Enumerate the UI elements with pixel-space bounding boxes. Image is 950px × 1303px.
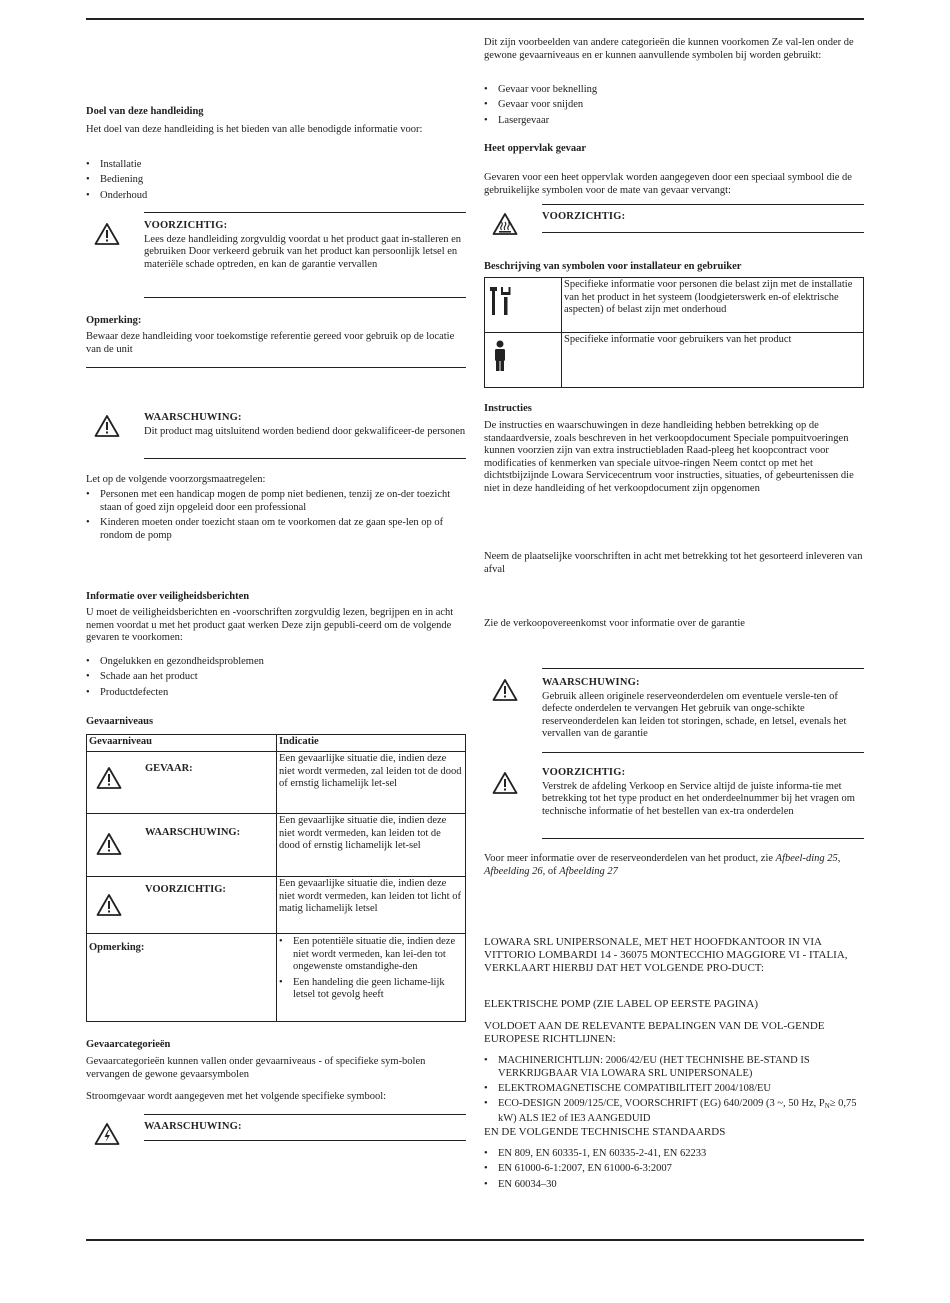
bottom-rule bbox=[86, 1239, 864, 1241]
notice-rule bbox=[144, 212, 466, 213]
warning-triangle-icon bbox=[492, 771, 518, 795]
symbol-description: Specifieke informatie voor gebruikers van het product bbox=[562, 333, 864, 388]
list-item: • Onderhoud bbox=[86, 190, 466, 203]
tools-icon bbox=[489, 283, 515, 319]
list-item: • Personen met een handicap mogen de pomp niet bedienen, tenzij ze on-der toezicht staan of goed zijn opgeleid door een professional bbox=[86, 489, 466, 514]
table-row bbox=[87, 934, 466, 1022]
list-item: • Een handeling die geen lichame-lijk letsel tot gevolg heeft bbox=[279, 977, 463, 1002]
list-item bbox=[484, 1098, 864, 1125]
symbol-cell bbox=[485, 333, 562, 388]
list-item: • Lasergevaar bbox=[484, 115, 864, 128]
notice-rule bbox=[144, 1140, 466, 1141]
instructions-heading: Instructies bbox=[484, 403, 532, 414]
note-heading: Opmerking: bbox=[86, 315, 142, 326]
notice-title: WAARSCHUWING: bbox=[144, 1121, 242, 1132]
notice-rule bbox=[144, 297, 466, 298]
figure-ref-link[interactable]: Afbeel-ding 25 bbox=[775, 853, 838, 864]
purpose-list bbox=[86, 159, 466, 205]
indication-cell bbox=[277, 934, 466, 1022]
notice-title: WAARSCHUWING: bbox=[542, 677, 640, 688]
notice-text: Gebruik alleen originele reserveonderdelen om eventuele versle-ten of defecte onderdelen te vervangen Het gebruik van onge-schikte reserveonderdelen kan leiden tot storingen, schade, en letsel, evenals het vervallen van de garantie bbox=[542, 690, 847, 740]
separator: , of bbox=[542, 865, 560, 877]
declaration-conformity: VOLDOET AAN DE RELEVANTE BEPALINGEN VAN DE VOL-GENDE EUROPESE RICHTLIJNEN: bbox=[484, 1020, 825, 1045]
list-item: • Bediening bbox=[86, 174, 466, 187]
level-label: GEVAAR: bbox=[145, 763, 193, 774]
standards-intro: EN DE VOLGENDE TECHNISCHE STANDAARDS bbox=[484, 1126, 726, 1138]
subscript: N bbox=[824, 1102, 830, 1111]
list-item: • MACHINERICHTLIJN: 2006/42/EU (HET TECHNISHE BE-STAND IS VERKRIJGBAAR VIA LOWARA SRL UNIPERSONALE) bbox=[484, 1055, 864, 1080]
directive-text: ECO-DESIGN 2009/125/CE, VOORSCHRIFT (EG) 640/2009 (3 ~, 50 Hz, P bbox=[498, 1098, 825, 1110]
list-item: • Installatie bbox=[86, 159, 466, 172]
list-item: • EN 61000-6-1:2007, EN 61000-6-3:2007 bbox=[484, 1163, 864, 1176]
symbol-cell bbox=[485, 278, 562, 333]
indication-cell: Een gevaarlijke situatie die, indien deze niet wordt vermeden, kan leiden tot de dood of ernstig lichamelijk let-sel bbox=[277, 814, 466, 877]
level-cell: Opmerking: bbox=[87, 934, 277, 1022]
warning-triangle-icon bbox=[96, 766, 122, 790]
warranty-text: Zie de verkoopovereenkomst voor informatie over de garantie bbox=[484, 618, 745, 629]
warning-notice bbox=[86, 410, 466, 460]
indication-cell: Een gevaarlijke situatie die, indien deze niet wordt vermeden, zal leiden tot de dood of ernstig lichamelijk let-sel bbox=[277, 752, 466, 814]
list-item: • EN 60034–30 bbox=[484, 1179, 864, 1192]
symbols-table bbox=[484, 277, 864, 388]
separator: , bbox=[837, 853, 841, 864]
top-rule bbox=[86, 18, 864, 20]
indication-cell: Een gevaarlijke situatie die, indien deze niet wordt vermeden, kan leiden tot licht of matig lichamelijk letsel bbox=[277, 877, 466, 934]
notice-title: VOORZICHTIG: bbox=[542, 767, 626, 778]
table-header: Gevaarniveau bbox=[87, 735, 277, 752]
notice-body bbox=[144, 1121, 466, 1135]
level-label: VOORZICHTIG: bbox=[145, 884, 226, 895]
warning-triangle-icon bbox=[492, 678, 518, 702]
waste-text: Neem de plaatselijke voorschriften in acht met betrekking tot het gesorteerd inleveren van afval bbox=[484, 551, 863, 575]
warning-triangle-icon bbox=[94, 414, 120, 438]
precautions-list bbox=[86, 489, 466, 545]
safety-heading: Informatie over veiligheidsberichten bbox=[86, 591, 250, 602]
safety-text: U moet de veiligheidsberichten en -voorschriften zorgvuldig lezen, begrijpen en in acht nemen voordat u met het product gaat werken Deze zijn gepubli-ceerd om de volgende gevaren te voorkomen: bbox=[86, 607, 454, 644]
section-rule bbox=[86, 367, 466, 368]
table-row bbox=[87, 814, 466, 877]
other-categories-list bbox=[484, 84, 864, 130]
list-item: • Schade aan het product bbox=[86, 671, 466, 684]
symbol-description: Specifieke informatie voor personen die belast zijn met de installatie van het product in het systeem (loodgieterswerk en-of elektrische aspecten) of belast zijn met onderhoud bbox=[562, 278, 864, 333]
notice-rule bbox=[542, 668, 864, 669]
list-item: • EN 809, EN 60335-1, EN 60335-2-41, EN 62233 bbox=[484, 1148, 864, 1161]
caution-notice bbox=[86, 212, 466, 300]
note-text: Bewaar deze handleiding voor toekomstige referentie gereed voor gebruik op de locatie van de unit bbox=[86, 331, 455, 355]
directive-text: ≥ 0,75 kW) ALS IE2 of IE3 AANGEDUID bbox=[498, 1098, 857, 1124]
warning-triangle-icon bbox=[96, 832, 122, 856]
figure-ref-link[interactable]: Afbeelding 26 bbox=[484, 865, 543, 877]
notice-rule bbox=[144, 1114, 466, 1115]
notice-body bbox=[144, 220, 466, 271]
spare-parts-caution bbox=[484, 765, 864, 840]
notice-rule bbox=[542, 204, 864, 205]
notice-title: VOORZICHTIG: bbox=[542, 211, 626, 222]
list-item: • Een potentiële situatie die, indien deze niet wordt vermeden, kan lei-den tot ongewenste omstandighe-den bbox=[279, 936, 463, 974]
warning-triangle-icon bbox=[96, 893, 122, 917]
categories-text: Gevaarcategorieën kunnen vallen onder gevaarniveaus - of specifieke sym-bolen vervangen de gewone gevaarsymbolen bbox=[86, 1056, 426, 1080]
level-cell bbox=[87, 752, 277, 814]
level-label: WAARSCHUWING: bbox=[145, 827, 241, 838]
spare-parts-warning bbox=[484, 668, 864, 756]
hot-surface-caution bbox=[484, 204, 864, 236]
symbols-heading: Beschrijving van symbolen voor installateur en gebruiker bbox=[484, 261, 742, 272]
list-item: • Kinderen moeten onder toezicht staan om te voorkomen dat ze gaan spe-len op of rondom de pomp bbox=[86, 517, 466, 542]
declaration-company: LOWARA SRL UNIPERSONALE, MET HET HOOFDKANTOOR IN VIA VITTORIO LOMBARDI 14 - 36075 MONTECCHIO MAGGIORE VI - ITALIA, VERKLAART HIERBIJ DAT HET VOLGENDE PRO-DUCT: bbox=[484, 936, 848, 974]
safety-list bbox=[86, 656, 466, 702]
levels-heading: Gevaarniveaus bbox=[86, 716, 154, 727]
notice-body bbox=[542, 767, 864, 818]
level-cell bbox=[87, 877, 277, 934]
figure-ref-link[interactable]: Afbeelding 27 bbox=[559, 865, 618, 877]
list-item: • ELEKTROMAGNETISCHE COMPATIBILITEIT 2004/108/EU bbox=[484, 1083, 864, 1096]
hot-surface-text: Gevaren voor een heet oppervlak worden aangegeven door een speciaal symbool die de gebruikelijke symbolen voor de mate van gevaar vervangt: bbox=[484, 172, 852, 196]
hazard-levels-table bbox=[86, 734, 466, 1022]
table-row bbox=[87, 877, 466, 934]
table-row bbox=[87, 752, 466, 814]
list-item: • Gevaar voor snijden bbox=[484, 99, 864, 112]
notice-rule bbox=[542, 232, 864, 233]
notice-body bbox=[542, 677, 864, 741]
directives-list bbox=[484, 1055, 864, 1128]
list-item: • Productdefecten bbox=[86, 687, 466, 700]
notice-body bbox=[542, 211, 864, 225]
table-row bbox=[485, 333, 864, 388]
declaration-product: ELEKTRISCHE POMP (ZIE LABEL OP EERSTE PAGINA) bbox=[484, 998, 758, 1010]
notice-text: Dit product mag uitsluitend worden bediend door gekwalificeer-de personen bbox=[144, 425, 466, 437]
notice-rule bbox=[542, 838, 864, 839]
list-item: • Gevaar voor beknelling bbox=[484, 84, 864, 97]
notice-text: Lees deze handleiding zorgvuldig voordat u het product gaat in-stalleren en gebruiken Door verkeerd gebruik van het product kan persoonlijk letsel en materiële schade optreden, en kan de garantie vervallen bbox=[144, 233, 462, 270]
notice-rule bbox=[144, 458, 466, 459]
instructions-text: De instructies en waarschuwingen in deze handleiding hebben betrekking op de standaardversie, zoals beschreven in het verkoopdocument Speciale pompuitvoeringen kunnen voorzien zijn van extra instructiebladen Raad-pleeg het koopcontract voor modificaties of kenmerken van speciale uitvoe-ringen Neem contct op met het dichtstbijzijnde Lowara Servicecentrum voor instructies, situaties, of gebeurtenissen die niet in deze handleiding of het verkoopdocument zijn opgenomen bbox=[484, 420, 854, 494]
hot-surface-heading: Heet oppervlak gevaar bbox=[484, 143, 587, 154]
precautions-intro: Let op de volgende voorzorgsmaatregelen: bbox=[86, 474, 266, 485]
hot-surface-icon bbox=[492, 212, 518, 236]
electric-text: Stroomgevaar wordt aangegeven met het volgende specifieke symbool: bbox=[86, 1091, 387, 1102]
table-header: Indicatie bbox=[277, 735, 466, 752]
purpose-text: Het doel van deze handleiding is het bieden van alle benodigde informatie voor: bbox=[86, 124, 423, 135]
electric-warning-notice bbox=[86, 1114, 466, 1144]
other-categories-text: Dit zijn voorbeelden van andere categorieën die kunnen voorkomen Ze val-len onder de gewone gevaarniveaus en er kunnen aanvullende symbolen bij worden gebruikt: bbox=[484, 37, 854, 61]
standards-list bbox=[484, 1148, 864, 1194]
notice-text: Verstrek de afdeling Verkoop en Service altijd de juiste informa-tie met betrekking tot het type product en het onderdeelnummer bij het vragen om technische informatie of het bestellen van ex-tra onderdelen bbox=[542, 780, 855, 817]
list-item: • Ongelukken en gezondheidsproblemen bbox=[86, 656, 466, 669]
categories-heading: Gevaarcategorieën bbox=[86, 1039, 171, 1050]
user-icon bbox=[490, 339, 510, 373]
level-cell bbox=[87, 814, 277, 877]
notice-rule bbox=[542, 752, 864, 753]
parts-text: Voor meer informatie over de reserveonderdelen van het product, zie bbox=[484, 853, 776, 864]
table-row bbox=[485, 278, 864, 333]
parts-reference-text bbox=[484, 853, 864, 878]
warning-triangle-icon bbox=[94, 222, 120, 246]
electric-hazard-icon bbox=[94, 1122, 120, 1146]
notice-title: WAARSCHUWING: bbox=[144, 412, 242, 423]
notice-title: VOORZICHTIG: bbox=[144, 220, 228, 231]
note-list bbox=[279, 936, 463, 1002]
notice-body bbox=[144, 412, 466, 438]
purpose-heading: Doel van deze handleiding bbox=[86, 106, 204, 117]
